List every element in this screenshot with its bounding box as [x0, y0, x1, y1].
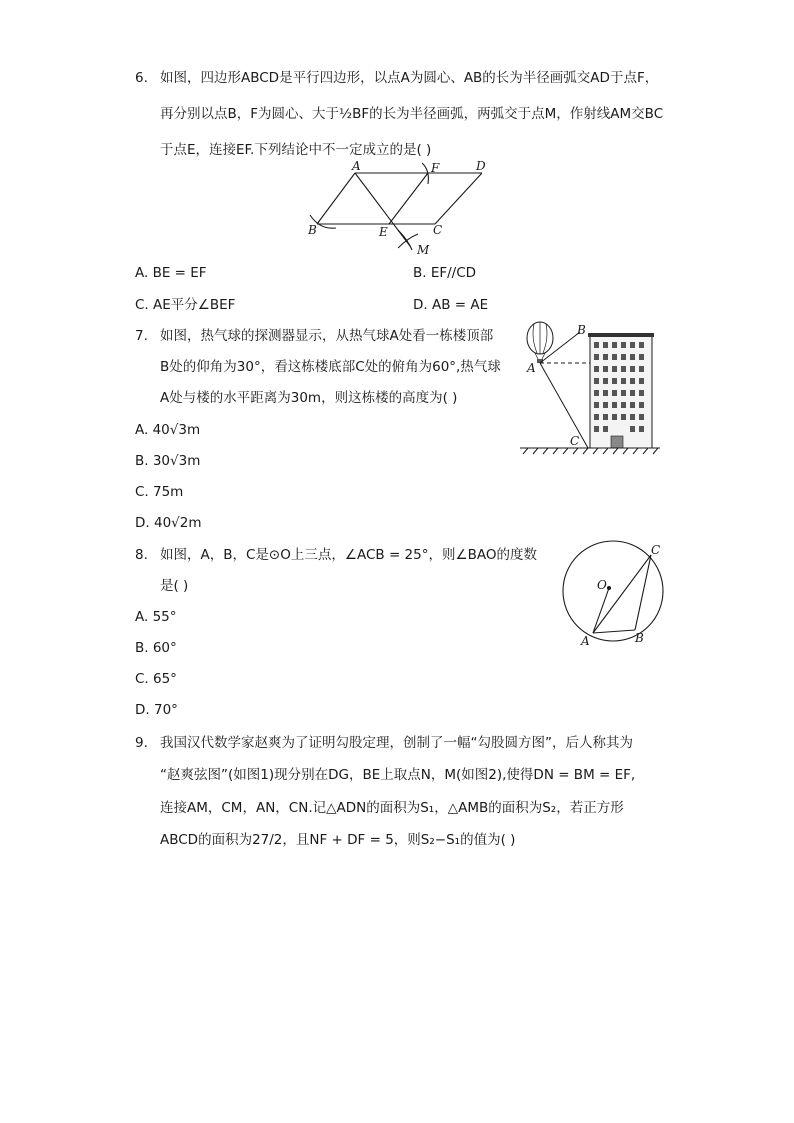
- arc-m-1: [398, 234, 418, 248]
- label-b: B: [635, 631, 644, 645]
- label-a: A: [527, 361, 536, 375]
- question-8-option-b[interactable]: B. 60°: [135, 640, 177, 656]
- question-6-option-d[interactable]: D. AB = AE: [413, 297, 489, 313]
- line-a-to-c: [540, 363, 588, 448]
- label-b: B: [308, 223, 317, 237]
- label-c: C: [570, 434, 580, 448]
- question-7-option-c[interactable]: C. 75m: [135, 484, 184, 500]
- label-b: B: [577, 323, 586, 337]
- question-7-option-d[interactable]: D. 40√2m: [135, 515, 202, 531]
- question-6-option-c[interactable]: C. AE平分∠BEF: [135, 297, 236, 313]
- question-7-line-3: A处与楼的水平距离为30m，则这栋楼的高度为( ): [160, 390, 458, 406]
- question-6-parallelogram-figure: [300, 158, 510, 258]
- label-f: F: [431, 161, 440, 175]
- question-9-number: 9.: [135, 735, 148, 751]
- question-9-line-2: “赵爽弦图”(如图1)现分别在DG，BE上取点N，M(如图2),使得DN = BM = EF,: [160, 767, 636, 783]
- label-a: A: [352, 159, 361, 173]
- question-9-line-1: 我国汉代数学家赵爽为了证明勾股定理，创制了一幅“勾股圆方图”，后人称其为: [160, 735, 633, 751]
- question-8-line-1: 如图，A，B，C是⊙O上三点，∠ACB = 25°，则∠BAO的度数: [160, 547, 537, 563]
- side-dc: [435, 173, 482, 224]
- question-8-option-a[interactable]: A. 55°: [135, 609, 177, 625]
- circle-o: [563, 541, 663, 641]
- question-8-number: 8.: [135, 547, 148, 563]
- ground-line: [520, 448, 660, 454]
- segment-ao: [593, 588, 609, 633]
- question-7-number: 7.: [135, 328, 148, 344]
- question-6-line-3: 于点E，连接EF.下列结论中不一定成立的是( ): [160, 142, 432, 158]
- question-7-option-b[interactable]: B. 30√3m: [135, 453, 201, 469]
- question-7-balloon-building-figure: [515, 318, 665, 460]
- question-8-option-d[interactable]: D. 70°: [135, 702, 178, 718]
- question-6-number: 6.: [135, 70, 148, 86]
- label-o: O: [597, 578, 607, 592]
- question-7-line-1: 如图，热气球的探测器显示，从热气球A处看一栋楼顶部: [160, 328, 494, 344]
- question-7-line-2: B处的仰角为30°，看这栋楼底部C处的俯角为60°,热气球: [160, 359, 501, 375]
- question-9-line-3: 连接AM，CM，AN，CN.记△ADN的面积为S₁，△AMB的面积为S₂，若正方形: [160, 800, 624, 816]
- question-8-circle-figure: [555, 538, 670, 650]
- question-8-option-c[interactable]: C. 65°: [135, 671, 177, 687]
- question-6-line-1: 如图，四边形ABCD是平行四边形，以点A为圆心、AB的长为半径画弧交AD于点F，: [160, 70, 659, 86]
- label-d: D: [476, 159, 486, 173]
- hot-air-balloon-icon: [527, 322, 553, 363]
- center-point-o: [607, 586, 611, 590]
- label-e: E: [379, 225, 388, 239]
- question-6-option-b[interactable]: B. EF//CD: [413, 265, 477, 281]
- question-6-option-a[interactable]: A. BE = EF: [135, 265, 207, 281]
- segment-ef: [389, 173, 428, 224]
- label-a: A: [581, 634, 590, 648]
- label-c: C: [651, 543, 661, 557]
- label-m: M: [417, 243, 430, 257]
- question-8-line-2: 是( ): [160, 578, 189, 594]
- label-c: C: [433, 223, 443, 237]
- side-ab: [317, 173, 355, 224]
- question-7-option-a[interactable]: A. 40√3m: [135, 422, 201, 438]
- question-9-line-4: ABCD的面积为27/2，且NF + DF = 5，则S₂−S₁的值为( ): [160, 832, 516, 848]
- segment-ab: [593, 630, 635, 633]
- building-icon: [588, 333, 654, 448]
- question-6-line-2: 再分别以点B，F为圆心、大于½BF的长为半径画弧，两弧交于点M，作射线AM交BC: [160, 106, 664, 122]
